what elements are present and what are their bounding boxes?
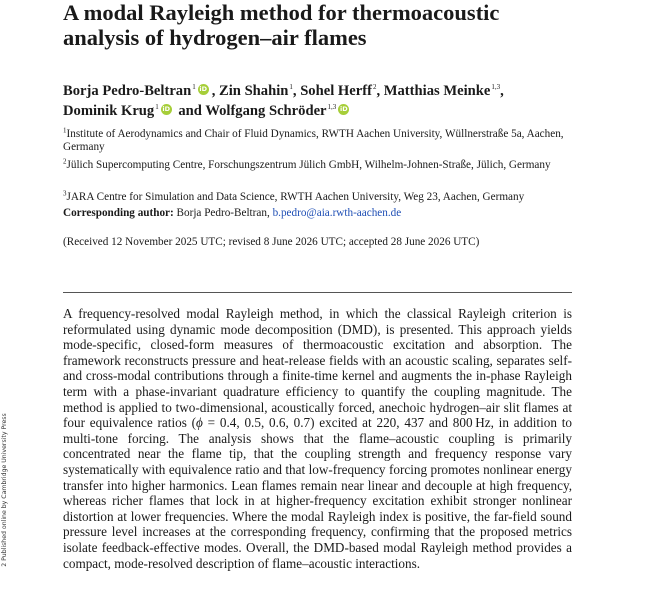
author-separator: ,	[500, 83, 504, 99]
affiliation-number: 3	[63, 189, 67, 198]
affiliation-text: Institute of Aerodynamics and Chair of Fluid Dynamics, RWTH Aachen University, Wüllnerstraße 5a, Aachen, Germany	[63, 128, 564, 153]
orcid-icon[interactable]: iD	[339, 105, 348, 114]
phi-symbol: ϕ	[196, 415, 203, 431]
affiliation-number: 1	[63, 126, 67, 135]
email-link[interactable]: b.pedro@aia.rwth-aachen.de	[272, 207, 402, 219]
affiliation-2	[63, 159, 583, 172]
author-affiliation-ref: 1,3	[327, 103, 337, 112]
orcid-icon[interactable]: iD	[162, 105, 171, 114]
author-name: Matthias Meinke	[383, 83, 491, 99]
orcid-icon[interactable]: iD	[199, 85, 208, 94]
title-line-2: analysis of hydrogen–air flames	[63, 25, 367, 50]
corresponding-author-label: Corresponding author:	[63, 207, 174, 219]
author-name: Zin Shahin	[219, 83, 289, 99]
author-separator: and	[174, 103, 206, 119]
author-affiliation-ref: 1	[289, 83, 293, 92]
author-name: Borja Pedro-Beltran	[63, 83, 192, 99]
author-name: Wolfgang Schröder	[205, 103, 327, 119]
author-name: Sohel Herff	[300, 83, 372, 99]
affiliation-text: JARA Centre for Simulation and Data Science, RWTH Aachen University, Weg 23, Aachen, Germany	[66, 191, 525, 203]
divider	[63, 292, 572, 293]
title-line-1: A modal Rayleigh method for thermoacoustic	[63, 0, 500, 25]
publisher-sidebar	[0, 385, 10, 595]
author-list	[63, 81, 583, 121]
author-separator: ,	[211, 83, 220, 99]
author-name: Dominik Krug	[63, 103, 155, 119]
affiliation-text: Jülich Supercomputing Centre, Forschungszentrum Jülich GmbH, Wilhelm-Johnen-Straße, Jülich, Germany	[66, 159, 551, 171]
affiliation-number: 2	[63, 157, 67, 166]
affiliation-1	[63, 128, 583, 154]
publisher-sidebar-text: 2 Published online by Cambridge University Press	[1, 413, 8, 567]
author-affiliation-ref: 1,3	[491, 83, 501, 92]
received-dates: (Received 12 November 2025 UTC; revised 8 June 2026 UTC; accepted 28 June 2026 UTC)	[63, 236, 480, 248]
author-affiliation-ref: 1	[192, 83, 196, 92]
corresponding-author-name: Borja Pedro-Beltran,	[176, 207, 270, 219]
author-affiliation-ref: 2	[372, 83, 377, 92]
corresponding-author	[63, 207, 583, 220]
abstract-text-part-1: A frequency-resolved modal Rayleigh method, in which the classical Rayleigh criterion is reformulated using dynamic mode decomposition (DMD), is presented. This approach yields mode-specific, closed-form measures of thermoacoustic excitation and absorption. The framework reconstructs pressure and heat-release fields with an acoustic scaling, separates self- and cross-modal contributions through a finite-time kernel and augments the in-phase Rayleigh term with a phase-invariant quadrature efficiency to quantify the coupling magnitude. The method is applied to two-dimensional, acoustically forced, anechoic hydrogen–air slit flames at four equivalence ratios (	[63, 306, 572, 431]
author-separator: ,	[292, 83, 301, 99]
author-separator: ,	[376, 83, 384, 99]
abstract	[63, 306, 572, 571]
author-affiliation-ref: 1	[155, 103, 159, 112]
affiliation-3	[63, 191, 583, 204]
paper-title	[63, 0, 623, 50]
abstract-text-part-2: = 0.4, 0.5, 0.6, 0.7) excited at 220, 437 and 800 Hz, in addition to multi-tone forcing. The analysis shows that the flame–acoustic coupling is primarily concentrated near the flame tip, that the coupling strength and frequency response vary systematically with equivalence ratio and that low-frequency forcing promotes nonlinear energy transfer into higher harmonics. Lean flames remain near linear and decouple at high frequency, whereas richer flames that lock in at higher-frequency excitation exhibit stronger nonlinear distortion at lower frequencies. Where the modal Rayleigh index is positive, the far-field sound pressure level increases at the corresponding frequency, confirming that the proposed metrics isolate feedback-effective modes. Overall, the DMD-based modal Rayleigh method provides a compact, mode-resolved description of flame–acoustic interactions.	[63, 415, 572, 571]
